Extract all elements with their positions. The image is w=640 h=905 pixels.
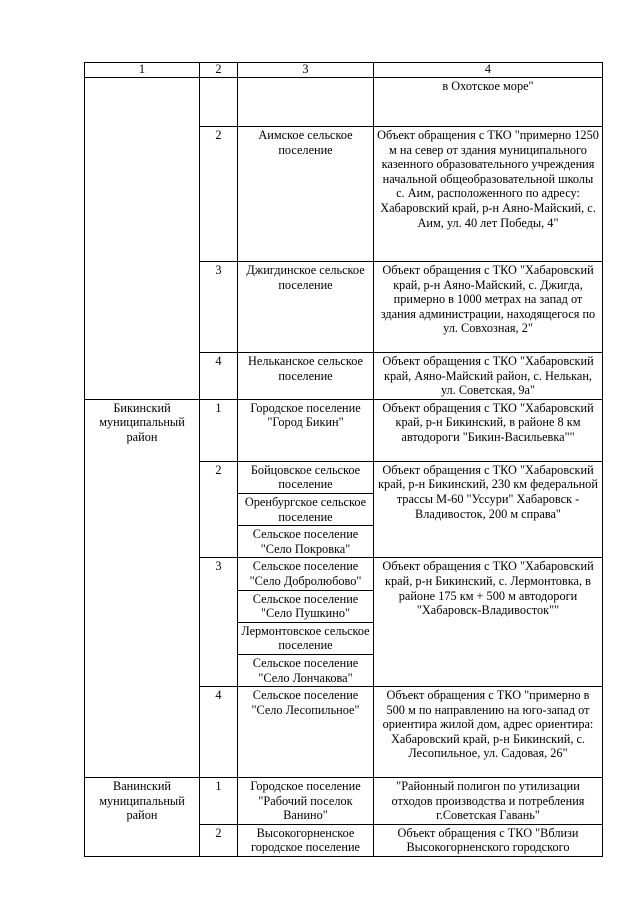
col-header-1: 1 <box>85 63 200 78</box>
col-header-3: 3 <box>238 63 374 78</box>
settlement-cell: Высокогорненское городское поселение <box>238 824 374 856</box>
object-cell: "Районный полигон по утилизации отходов производства и потребления г.Советская Гавань" <box>374 778 603 825</box>
district-cell: Ванинский муниципальный район <box>85 778 200 857</box>
col-header-4: 4 <box>374 63 603 78</box>
object-cell: Объект обращения с ТКО "Вблизи Высокогорненского городского <box>374 824 603 856</box>
district-cell <box>85 78 200 400</box>
settlement-cell: Сельское поселение "Село Пушкино" <box>238 590 374 622</box>
settlement-cell: Нельканское сельское поселение <box>238 353 374 400</box>
table-row <box>85 78 603 127</box>
settlement-cell: Сельское поселение "Село Лончакова" <box>238 654 374 686</box>
number-cell: 1 <box>200 399 238 461</box>
settlement-cell: Городское поселение "Город Бикин" <box>238 399 374 461</box>
object-cell: Объект обращения с ТКО "Хабаровский край, р-н Бикинский, с. Лермонтовка, в районе 175 км + 500 м автодороги "Хабаровск-Владивосток"" <box>374 558 603 687</box>
number-cell: 3 <box>200 262 238 353</box>
settlement-cell: Городское поселение "Рабочий поселок Ванино" <box>238 778 374 825</box>
settlement-cell: Сельское поселение "Село Покровка" <box>238 526 374 558</box>
object-cell: Объект обращения с ТКО "Хабаровский край, р-н Бикинский, в районе 8 км автодороги "Бикин-Васильевка"" <box>374 399 603 461</box>
object-cell: Объект обращения с ТКО "примерно 1250 м на север от здания муниципального казенного образовательного учреждения начальной общеобразовательной школы с. Аим, расположенного по адресу: Хабаровский край, р-н Аяно-Майский, с. Аим, ул. 40 лет Победы, 4" <box>374 127 603 262</box>
settlement-cell: Бойцовское сельское поселение <box>238 461 374 493</box>
settlement-cell: Джигдинское сельское поселение <box>238 262 374 353</box>
object-cell: Объект обращения с ТКО "Хабаровский край, Аяно-Майский район, с. Нелькан, ул. Советская, 9а" <box>374 353 603 400</box>
object-cell: Объект обращения с ТКО "Хабаровский край, р-н Аяно-Майский, с. Джигда, примерно в 1000 метрах на запад от здания администрации, находящегося по ул. Совхозная, 2" <box>374 262 603 353</box>
number-cell: 1 <box>200 778 238 825</box>
object-cell: Объект обращения с ТКО "примерно в 500 м по направлению на юго-запад от ориентира жилой дом, адрес ориентира: Хабаровский край, р-н Бикинский, с. Лесопильное, ул. Садовая, 26" <box>374 687 603 778</box>
settlement-cell: Аимское сельское поселение <box>238 127 374 262</box>
object-cell: Объект обращения с ТКО "Хабаровский край, р-н Бикинский, 230 км федеральной трассы М-60 "Уссури" Хабаровск - Владивосток, 200 м справа" <box>374 461 603 558</box>
table-row <box>85 778 603 825</box>
district-cell: Бикинский муниципальный район <box>85 399 200 777</box>
number-cell: 3 <box>200 558 238 687</box>
settlement-cell: Сельское поселение "Село Добролюбово" <box>238 558 374 590</box>
header-row <box>85 63 603 78</box>
number-cell: 2 <box>200 461 238 558</box>
number-cell: 4 <box>200 687 238 778</box>
registry-table <box>84 62 603 857</box>
object-cell: в Охотское море" <box>374 78 603 127</box>
settlement-cell: Сельское поселение "Село Лесопильное" <box>238 687 374 778</box>
number-cell: 4 <box>200 353 238 400</box>
settlement-cell: Лермонтовское сельское поселение <box>238 622 374 654</box>
table-row <box>85 399 603 461</box>
settlement-cell: Оренбургское сельское поселение <box>238 493 374 525</box>
settlement-cell <box>238 78 374 127</box>
col-header-2: 2 <box>200 63 238 78</box>
number-cell <box>200 78 238 127</box>
number-cell: 2 <box>200 824 238 856</box>
number-cell: 2 <box>200 127 238 262</box>
